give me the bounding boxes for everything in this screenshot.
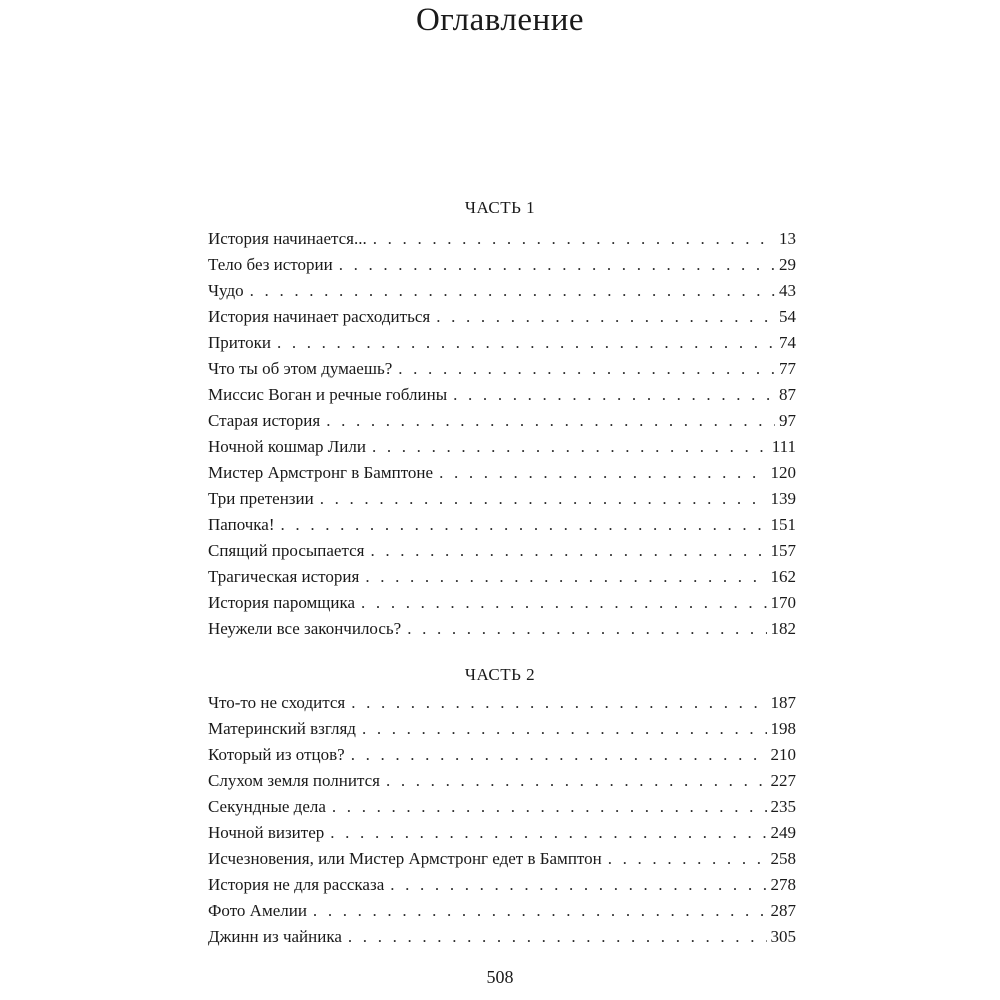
- toc-dot-leader: [453, 382, 775, 408]
- toc-entry-title: Мистер Армстронг в Бамптоне: [208, 463, 434, 482]
- toc-dot-leader: [339, 252, 775, 278]
- toc-dot-leader: [390, 872, 766, 898]
- toc-entry: [208, 742, 796, 768]
- toc-entry-title: Три претензии: [208, 489, 314, 508]
- toc-list-part-1: [208, 226, 796, 642]
- toc-entry-title: Ночной кошмар Лили: [208, 437, 366, 456]
- toc-dot-leader: [436, 304, 775, 330]
- toc-entry-title: Слухом земля полнится: [208, 771, 380, 790]
- toc-dot-leader: [361, 590, 766, 616]
- page-number: 508: [486, 967, 514, 987]
- toc-dot-leader: [386, 768, 767, 794]
- toc-entry-title: Тело без истории: [208, 255, 333, 274]
- toc-entry-title: Старая история: [208, 411, 321, 430]
- toc-dot-leader: [277, 330, 775, 356]
- toc-entry-title: Чудо: [208, 281, 244, 300]
- toc-entry-page: 29: [779, 255, 796, 274]
- toc-entry-page: 43: [779, 281, 796, 300]
- toc-entry-title: История начинается...: [208, 229, 367, 248]
- toc-dot-leader: [351, 690, 766, 716]
- toc-entry-page: 198: [770, 719, 796, 738]
- toc-entry: [208, 716, 796, 742]
- toc-dot-leader: [439, 460, 766, 486]
- toc-entry-page: 111: [771, 437, 796, 456]
- toc-entry-title: История не для рассказа: [208, 875, 385, 894]
- toc-entry: [208, 434, 796, 460]
- toc-entry: [208, 330, 796, 356]
- toc-dot-leader: [332, 794, 767, 820]
- toc-entry-title: Миссис Воган и речные гоблины: [208, 385, 448, 404]
- toc-entry: [208, 252, 796, 278]
- toc-entry-title: Который из отцов?: [208, 745, 345, 764]
- toc-entry-page: 151: [770, 515, 796, 534]
- toc-dot-leader: [313, 898, 767, 924]
- toc-entry-title: Неужели все закончилось?: [208, 619, 402, 638]
- toc-entry: [208, 690, 796, 716]
- toc-entry: [208, 382, 796, 408]
- part-heading-1: ЧАСТЬ 1: [464, 198, 536, 217]
- page-title: Оглавление: [415, 2, 585, 38]
- toc-entry-title: Трагическая история: [208, 567, 360, 586]
- toc-entry: [208, 846, 796, 872]
- toc-entry-page: 305: [770, 927, 796, 946]
- toc-entry-title: Фото Амелии: [208, 901, 307, 920]
- toc-entry-title: Материнский взгляд: [208, 719, 356, 738]
- toc-entry: [208, 590, 796, 616]
- toc-entry: [208, 408, 796, 434]
- toc-entry: [208, 486, 796, 512]
- toc-dot-leader: [608, 846, 767, 872]
- toc-entry-title: Притоки: [208, 333, 271, 352]
- toc-dot-leader: [407, 616, 766, 642]
- toc-entry-page: 13: [779, 229, 796, 248]
- toc-entry: [208, 512, 796, 538]
- toc-entry-title: История начинает расходиться: [208, 307, 431, 326]
- toc-entry-page: 87: [779, 385, 796, 404]
- toc-entry: [208, 794, 796, 820]
- toc-entry: [208, 924, 796, 950]
- toc-dot-leader: [320, 486, 767, 512]
- toc-dot-leader: [362, 716, 767, 742]
- toc-entry: [208, 564, 796, 590]
- toc-entry-page: 187: [770, 693, 796, 712]
- toc-dot-leader: [365, 564, 766, 590]
- toc-entry-title: Что-то не сходится: [208, 693, 346, 712]
- toc-entry-page: 258: [770, 849, 796, 868]
- toc-dot-leader: [326, 408, 775, 434]
- toc-entry-page: 54: [779, 307, 796, 326]
- toc-entry: [208, 304, 796, 330]
- toc-entry-page: 235: [770, 797, 796, 816]
- toc-entry-page: 74: [779, 333, 796, 352]
- toc-entry-page: 120: [770, 463, 796, 482]
- toc-dot-leader: [373, 226, 775, 252]
- toc-list-part-2: [208, 690, 796, 950]
- toc-entry-page: 227: [770, 771, 796, 790]
- toc-entry-page: 97: [779, 411, 796, 430]
- part-heading-2: ЧАСТЬ 2: [464, 665, 536, 684]
- toc-dot-leader: [348, 924, 767, 950]
- toc-entry: [208, 820, 796, 846]
- toc-dot-leader: [370, 538, 766, 564]
- toc-entry-page: 170: [770, 593, 796, 612]
- toc-entry-page: 139: [770, 489, 796, 508]
- toc-dot-leader: [330, 820, 766, 846]
- toc-entry: [208, 872, 796, 898]
- toc-entry-title: Секундные дела: [208, 797, 326, 816]
- toc-entry-page: 157: [770, 541, 796, 560]
- toc-dot-leader: [250, 278, 775, 304]
- toc-entry-page: 77: [779, 359, 796, 378]
- toc-entry-title: Исчезновения, или Мистер Армстронг едет в Бамптон: [208, 849, 602, 868]
- toc-entry-page: 182: [770, 619, 796, 638]
- toc-entry: [208, 278, 796, 304]
- toc-dot-leader: [281, 512, 767, 538]
- toc-entry-title: Джинн из чайника: [208, 927, 342, 946]
- toc-entry-page: 287: [770, 901, 796, 920]
- toc-entry-title: Что ты об этом думаешь?: [208, 359, 393, 378]
- toc-entry: [208, 356, 796, 382]
- toc-entry-page: 162: [770, 567, 796, 586]
- toc-entry: [208, 538, 796, 564]
- toc-entry: [208, 616, 796, 642]
- toc-dot-leader: [398, 356, 775, 382]
- toc-entry-title: Спящий просыпается: [208, 541, 365, 560]
- toc-entry: [208, 768, 796, 794]
- toc-entry-title: Ночной визитер: [208, 823, 325, 842]
- toc-entry-title: Папочка!: [208, 515, 275, 534]
- toc-entry-page: 249: [770, 823, 796, 842]
- toc-entry-page: 210: [770, 745, 796, 764]
- toc-entry-title: История паромщика: [208, 593, 356, 612]
- toc-entry-page: 278: [770, 875, 796, 894]
- toc-entry: [208, 460, 796, 486]
- toc-dot-leader: [351, 742, 767, 768]
- toc-dot-leader: [372, 434, 768, 460]
- toc-entry: [208, 226, 796, 252]
- toc-entry: [208, 898, 796, 924]
